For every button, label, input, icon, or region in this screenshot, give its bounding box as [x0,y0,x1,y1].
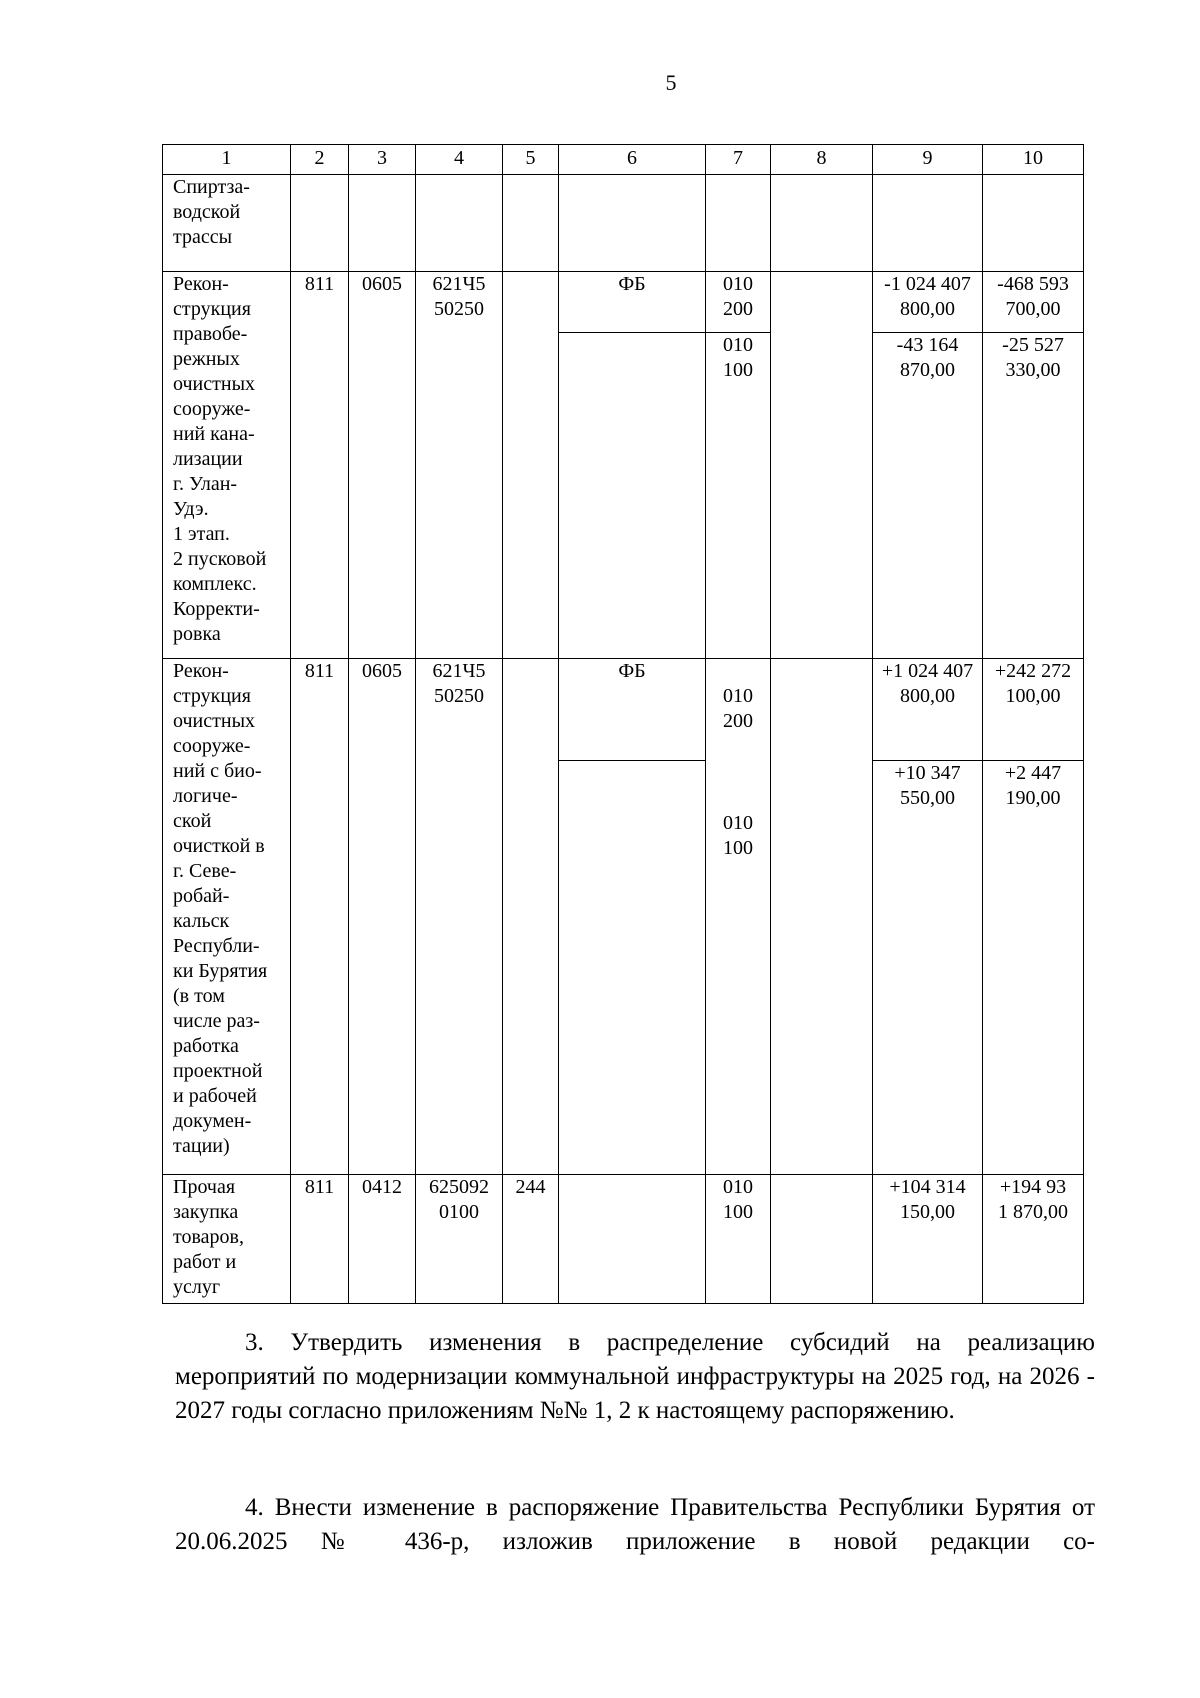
funding-source-cell: ФБ [559,659,706,761]
header-cell: 5 [503,145,559,175]
amount-cell: +104 314 150,00 [873,1175,983,1304]
header-cell: 1 [163,145,291,175]
expense-type-cell [503,272,559,659]
header-cell: 8 [771,145,873,175]
code-cell: 010 200 [706,272,771,333]
amount-cell: +10 347 550,00 [873,761,983,1175]
grbs-cell: 811 [291,272,349,659]
object-name-cell: Спиртза- водской трассы [163,175,291,272]
grbs-cell: 811 [291,659,349,1175]
amount-cell: -1 024 407 800,00 [873,272,983,333]
expense-type-cell [503,659,559,1175]
header-cell: 10 [983,145,1084,175]
header-cell: 3 [349,145,416,175]
target-article-cell: 625092 0100 [416,1175,503,1304]
section-cell: 0412 [349,1175,416,1304]
section-cell: 0605 [349,659,416,1175]
expense-type-cell: 244 [503,1175,559,1304]
table-header-row [163,145,1084,175]
budget-table [162,144,1084,1304]
paragraph-4: 4. Внести изменение в распоряжение Правительства Республики Бурятия от 20.06.2025 № 436-р, изложив приложение в новой редакции со- [175,1494,1095,1555]
amount-cell: -468 593 700,00 [983,272,1084,333]
code-value: 010 200 [723,685,753,732]
code-cell: 010 100 [706,1175,771,1304]
funding-source-cell: ФБ [559,272,706,333]
object-name-cell: Прочая закупка товаров, работ и услуг [163,1175,291,1304]
amount-cell: +1 024 407 800,00 [873,659,983,761]
target-article-cell: 621Ч5 50250 [416,659,503,1175]
object-name-cell: Рекон- струкция очистных сооруже- ний с био- логиче- ской очисткой в г. Севе- робай- кальск Республи- ки Бурятия (в том числе раз- работка проектной и рабочей докумен- тации) [163,659,291,1175]
amount-cell: -25 527 330,00 [983,333,1084,659]
grbs-cell: 811 [291,1175,349,1304]
header-cell: 7 [706,145,771,175]
header-cell: 4 [416,145,503,175]
table-row [163,659,1084,761]
amount-cell: +242 272 100,00 [983,659,1084,761]
header-cell: 2 [291,145,349,175]
paragraph-3: 3. Утвердить изменения в распределение субсидий на реализацию мероприятий по модернизации коммунальной инфраструктуры на 2025 год, на 2026 - 2027 годы согласно приложениям №№ 1, 2 к настоящему распоряжению. [175,1329,1095,1424]
code-cell [706,659,771,1175]
header-cell: 9 [873,145,983,175]
object-name-cell: Рекон- струкция правобе- режных очистных сооруже- ний кана- лизации г. Улан- Удэ. 1 этап. 2 пусковой комплекс. Корректи- ровка [163,272,291,659]
amount-cell: +2 447 190,00 [983,761,1084,1175]
table-row [163,1175,1084,1304]
section-cell: 0605 [349,272,416,659]
table-row [163,272,1084,333]
code-cell: 010 100 [706,333,771,659]
code-value: 010 100 [723,812,753,859]
amount-cell: -43 164 870,00 [873,333,983,659]
header-cell: 6 [559,145,706,175]
funding-source-cell [559,1175,706,1304]
target-article-cell: 621Ч5 50250 [416,272,503,659]
table-row [163,175,1084,272]
amount-cell: +194 93 1 870,00 [983,1175,1084,1304]
page-number: 5 [665,70,677,95]
